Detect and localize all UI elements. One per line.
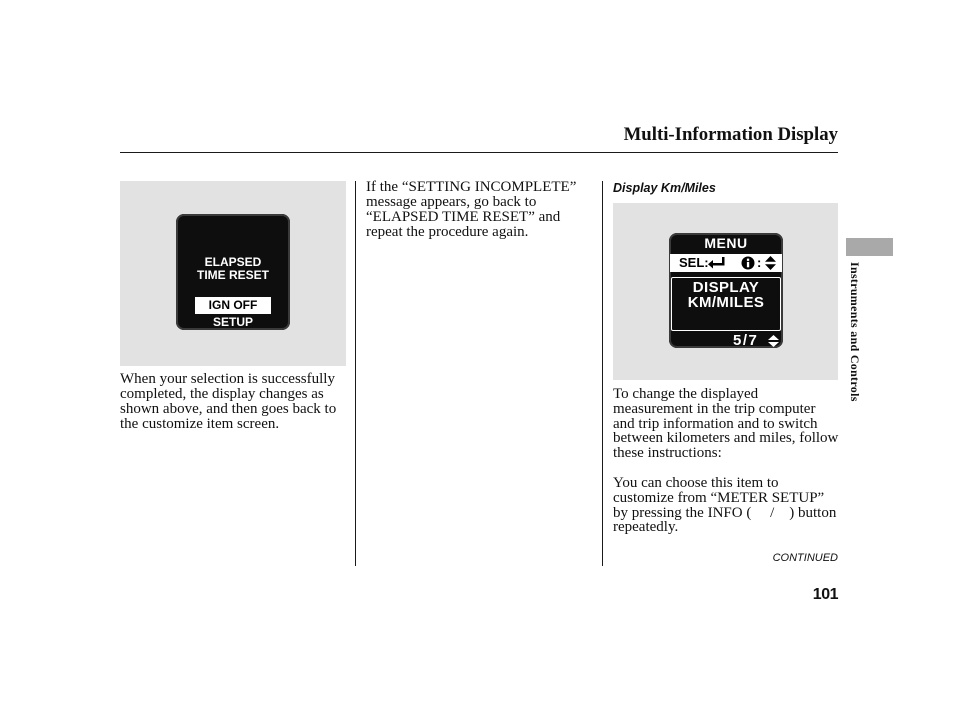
body-line: shown above, and then goes back to: [120, 401, 337, 417]
display-line-elapsed: ELAPSED: [204, 255, 262, 269]
column-divider-right: [602, 181, 603, 566]
display-item-line1: DISPLAY: [692, 279, 760, 296]
right-body-paragraph-1: [613, 387, 838, 461]
info-icon: [741, 256, 755, 270]
left-body-text: [120, 372, 336, 432]
up-down-arrows-icon: [768, 335, 779, 347]
middle-body-text: [366, 180, 576, 240]
body-line: To change the displayed: [613, 386, 759, 402]
display-page-indicator: 5/7: [733, 332, 759, 349]
display-selected-option: IGN OFF: [195, 297, 271, 314]
body-line: these instructions:: [613, 445, 722, 461]
body-line: repeatedly.: [613, 519, 679, 536]
section-tab: [846, 238, 893, 256]
section-tab-label: Instruments and Controls: [848, 262, 862, 402]
header-rule: [120, 152, 838, 153]
body-line: You can choose this item to: [613, 475, 779, 491]
body-line: between kilometers and miles, follow: [613, 430, 839, 447]
body-line: If the “SETTING INCOMPLETE”: [366, 179, 577, 195]
elapsed-time-display: [176, 214, 290, 330]
display-item-line2: KM/MILES: [687, 294, 765, 311]
right-body-paragraph-2: [613, 476, 836, 535]
body-line: customize from “METER SETUP”: [613, 489, 825, 506]
body-line: When your selection is successfully: [120, 371, 335, 387]
up-down-arrows-icon: [765, 256, 776, 270]
display-menu-title: MENU: [704, 235, 748, 251]
display-line-time-reset: TIME RESET: [196, 268, 269, 282]
body-line: the customize item screen.: [120, 416, 280, 432]
select-label: SEL:: [679, 255, 709, 270]
body-line: repeat the procedure again.: [366, 224, 529, 240]
body-line: message appears, go back to: [366, 194, 537, 210]
continued-label: CONTINUED: [772, 552, 838, 564]
body-line: completed, the display changes as: [120, 386, 324, 402]
body-line: and trip information and to switch: [613, 415, 818, 432]
body-line: measurement in the trip computer: [613, 400, 816, 417]
column-divider-left: [355, 181, 356, 566]
menu-display: [669, 233, 783, 348]
body-line: by pressing the INFO ( / ) button: [613, 504, 837, 521]
page-number: 101: [812, 586, 838, 603]
display-line-setup: SETUP: [212, 315, 253, 329]
page-title: Multi-Information Display: [623, 124, 838, 145]
display-control-strip: [670, 254, 782, 272]
figure-caption: Display Km/Miles: [613, 181, 716, 195]
enter-icon: [708, 257, 725, 269]
body-line: “ELAPSED TIME RESET” and: [366, 209, 561, 225]
info-separator: :: [757, 255, 762, 270]
